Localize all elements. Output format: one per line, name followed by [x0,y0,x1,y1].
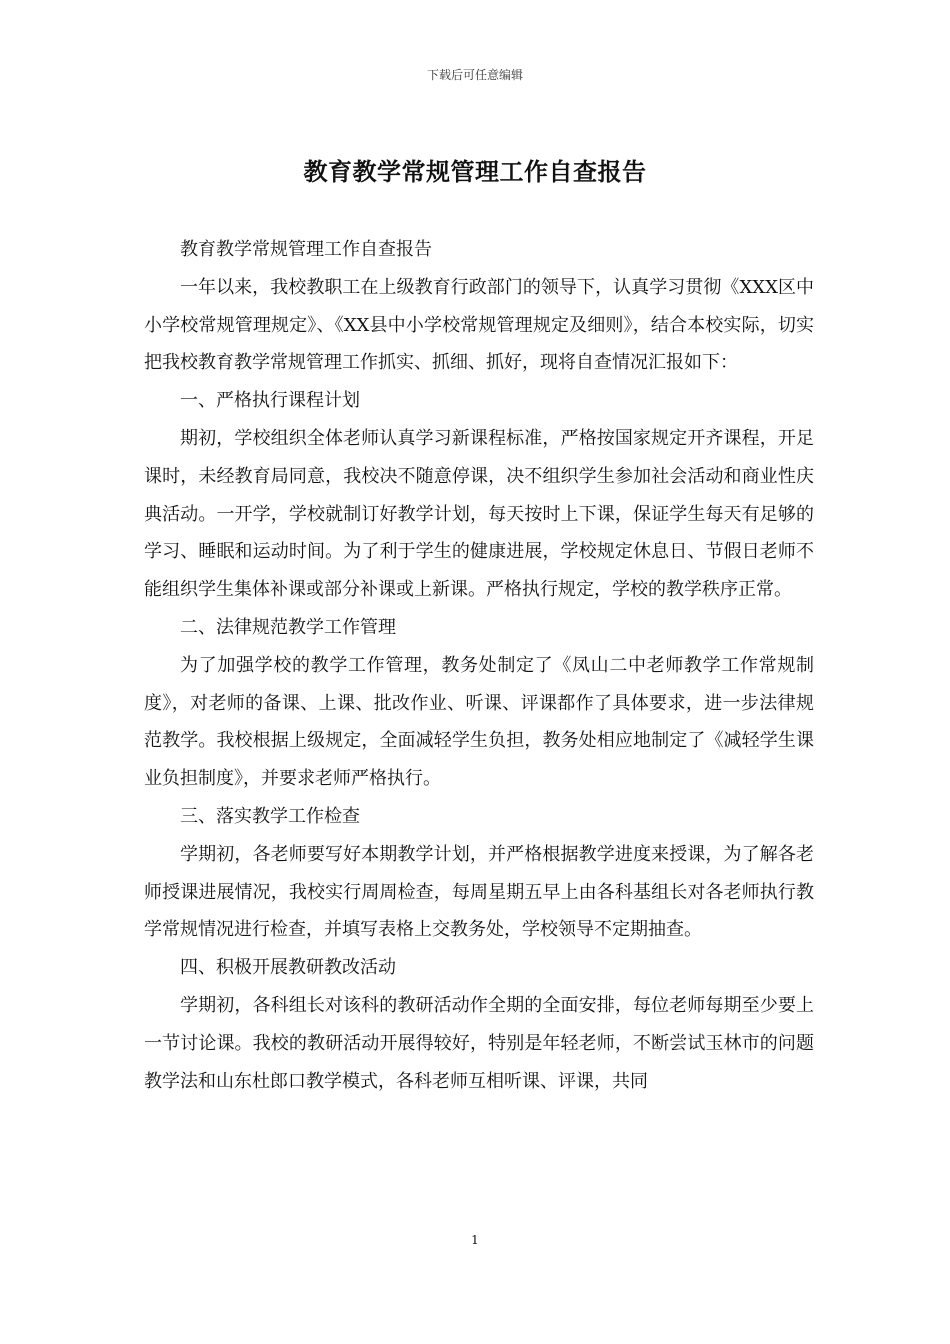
document-title: 教育教学常规管理工作自查报告 [303,157,647,186]
section-heading-1: 一、严格执行课程计划 [180,390,360,412]
section-heading-3: 三、落实教学工作检查 [180,805,360,827]
section-heading-2: 二、法律规范教学工作管理 [180,616,396,638]
paragraph-section-1: 期初，学校组织全体老师认真学习新课程标准，严格按国家规定开齐课程，开足课时，未经教育局同意，我校决不随意停课，决不组织学生参加社会活动和商业性庆典活动。一开学，学校就制订好教学计划，每天按时上下课，保证学生每天有足够的学习、睡眠和运动时间。为了利于学生的健康进展，学校规定休息日、节假日老师不能组织学生集体补课或部分补课或上新课。严格执行规定，学校的教学秩序正常。 [144,427,814,601]
paragraph-section-4: 学期初，各科组长对该科的教研活动作全期的全面安排，每位老师每期至少要上一节讨论课。我校的教研活动开展得较好，特别是年轻老师，不断尝试玉林市的问题教学法和山东杜郎口教学模式，各科老师互相听课、评课，共同 [144,994,814,1092]
paragraph-section-3: 学期初，各老师要写好本期教学计划，并严格根据教学进度来授课，为了解各老师授课进展情况，我校实行周周检查，每周星期五早上由各科基组长对各老师执行教学常规情况进行检查，并填写表格上交教务处，学校领导不定期抽查。 [144,843,814,941]
paragraph-subtitle: 教育教学常规管理工作自查报告 [180,239,432,260]
paragraph-section-2: 为了加强学校的教学工作管理，教务处制定了《凤山二中老师教学工作常规制度》，对老师的备课、上课、批改作业、听课、评课都作了具体要求，进一步法律规范教学。我校根据上级规定，全面减轻学生负担，教务处相应地制定了《减轻学生课业负担制度》，并要求老师严格执行。 [144,654,814,790]
page-number: 1 [471,1233,479,1247]
header-note: 下载后可任意编辑 [426,68,523,82]
section-heading-4: 四、积极开展教研教改活动 [180,957,396,979]
paragraph-intro: 一年以来，我校教职工在上级教育行政部门的领导下，认真学习贯彻《XXX区中小学校常规管理规定》、《XX县中小学校常规管理规定及细则》，结合本校实际，切实把我校教育教学常规管理工作抓实、抓细、抓好，现将自查情况汇报如下： [144,276,814,374]
document-body [144,231,814,1100]
